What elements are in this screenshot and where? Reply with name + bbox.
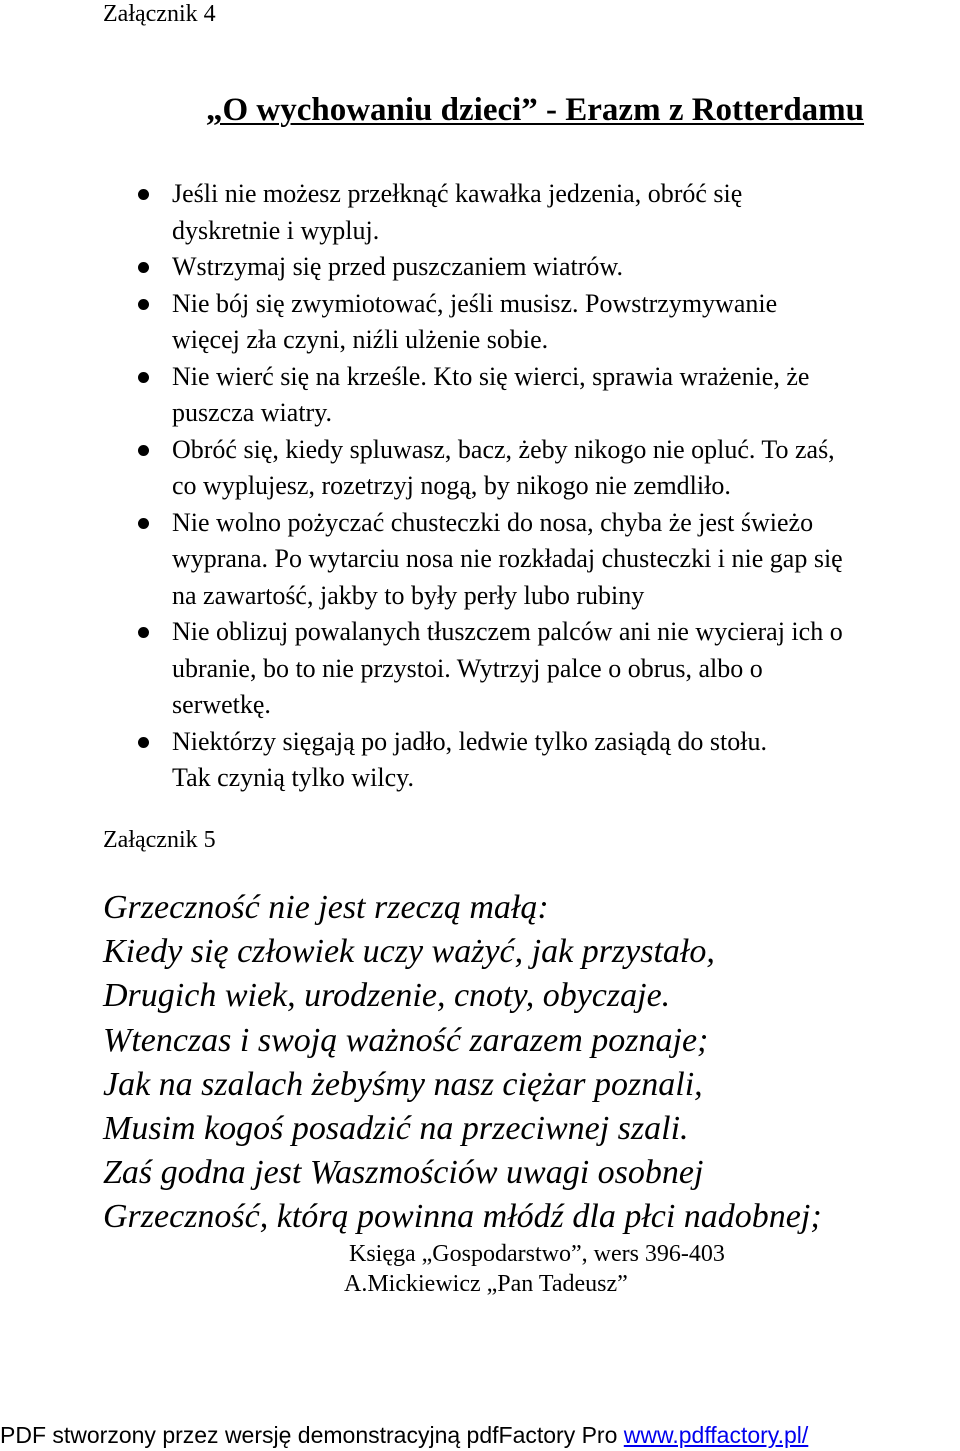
document-title: „O wychowaniu dzieci” - Erazm z Rotterdamu	[205, 92, 865, 128]
rule-item	[0, 724, 960, 797]
rule-line: puszcza wiatry.	[172, 398, 333, 427]
bullet-icon	[138, 299, 149, 310]
rule-line: Nie oblizuj powalanych tłuszczem palców ani nie wycieraj ich o	[172, 617, 843, 646]
rule-line: Nie wierć się na krześle. Kto się wierci, sprawia wrażenie, że	[172, 361, 810, 391]
rule-line: Obróć się, kiedy spluwasz, bacz, żeby nikogo nie opluć. To zaś,	[172, 434, 835, 464]
rule-line: Niektórzy sięgają po jadło, ledwie tylko zasiądą do stołu.	[172, 726, 767, 756]
footer-text: PDF stworzony przez wersję demonstracyjną pdfFactory Pro	[0, 1422, 624, 1448]
rule-item	[0, 505, 960, 615]
bullet-icon	[138, 189, 149, 200]
rule-item	[0, 614, 960, 724]
footer-link[interactable]: www.pdffactory.pl/	[623, 1422, 809, 1448]
poem-line: Grzeczność nie jest rzeczą małą:	[103, 889, 549, 926]
poem-line: Zaś godna jest Waszmościów uwagi osobnej	[103, 1154, 704, 1192]
rule-item	[0, 432, 960, 505]
attachment-4-label: Załącznik 4	[103, 1, 216, 27]
pdf-footer	[0, 1420, 808, 1450]
bullet-icon	[138, 737, 149, 748]
bullet-icon	[138, 445, 149, 456]
bullet-icon	[138, 518, 149, 529]
poem-source-author: A.Mickiewicz „Pan Tadeusz”	[344, 1271, 628, 1297]
poem-line: Musim kogoś posadzić na przeciwnej szali.	[103, 1110, 689, 1148]
poem-source-book: Księga „Gospodarstwo”, wers 396-403	[349, 1241, 725, 1267]
rule-line: Wstrzymaj się przed puszczaniem wiatrów.	[172, 252, 623, 281]
attachment-5-label: Załącznik 5	[103, 827, 216, 853]
rule-line: serwetkę.	[172, 690, 271, 719]
rule-line: dyskretnie i wypluj.	[172, 215, 380, 245]
rule-line: więcej zła czyni, niźli ulżenie sobie.	[172, 325, 549, 354]
rule-line: Jeśli nie możesz przełknąć kawałka jedzenia, obróć się	[172, 179, 743, 208]
rule-line: na zawartość, jakby to były perły lubo rubiny	[172, 580, 645, 610]
poem-line: Drugich wiek, urodzenie, cnoty, obyczaje.	[103, 977, 671, 1015]
bullet-icon	[138, 262, 149, 273]
rules-list	[0, 176, 960, 797]
rule-line: Nie bój się zwymiotować, jeśli musisz. Powstrzymywanie	[172, 288, 778, 318]
poem-line: Jak na szalach żebyśmy nasz ciężar poznali,	[103, 1065, 703, 1103]
rule-item	[0, 176, 960, 249]
rule-line: wyprana. Po wytarciu nosa nie rozkładaj chusteczki i nie gap się	[172, 544, 843, 573]
rule-item	[0, 249, 960, 286]
rule-item	[0, 359, 960, 432]
rule-item	[0, 286, 960, 359]
rule-line: ubranie, bo to nie przystoi. Wytrzyj palce o obrus, albo o	[172, 653, 763, 683]
rule-line: co wyplujesz, rozetrzyj nogą, by nikogo nie zemdliło.	[172, 471, 731, 500]
rule-line: Nie wolno pożyczać chusteczki do nosa, chyba że jest świeżo	[172, 507, 814, 537]
rule-line: Tak czynią tylko wilcy.	[172, 763, 414, 792]
poem-line: Wtenczas i swoją ważność zarazem poznaje;	[103, 1021, 709, 1059]
bullet-icon	[138, 627, 149, 638]
bullet-icon	[138, 372, 149, 383]
poem-line: Grzeczność, którą powinna młódź dla płci nadobnej;	[103, 1198, 822, 1236]
poem-line: Kiedy się człowiek uczy ważyć, jak przystało,	[103, 933, 715, 971]
poem-excerpt	[103, 886, 953, 1240]
